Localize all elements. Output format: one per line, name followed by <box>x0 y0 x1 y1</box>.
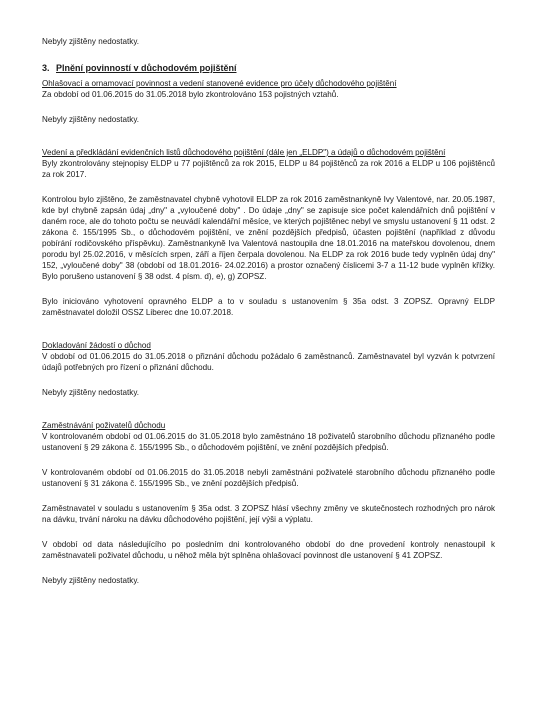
section-number: 3. <box>42 63 50 73</box>
subsection-title-eldp: Vedení a předkládání evidenčních listů důchodového pojištění (dále jen „ELDP") a údajů o důchodovém pojištění <box>42 148 446 157</box>
paragraph: Nebyly zjištěny nedostatky. <box>42 115 140 124</box>
section-heading <box>42 62 495 74</box>
subsection-title-dokladovani: Dokladování žádostí o důchod <box>42 341 151 350</box>
paragraph: Bylo iniciováno vyhotovení opravného ELDP a to v souladu s ustanovením § 35a odst. 3 ZOPSZ. Opravný ELDP zaměstnavatel doložil OSSZ Liberec dne 10.07.2018. <box>42 297 495 317</box>
subsection-title-zamestnavani: Zaměstnávání poživatelů důchodu <box>42 421 166 430</box>
top-note: Nebyly zjištěny nedostatky. <box>42 37 140 46</box>
paragraph: V období od data následujícího po posledním dni kontrolovaného období do dne provedení kontroly nenastoupil k zaměstnavateli poživatel důchodu, u něhož měla být splněna ohlašovací povinnost dle ustanovení § 41 ZOPSZ. <box>42 540 495 560</box>
paragraph: Byly zkontrolovány stejnopisy ELDP u 77 pojištěnců za rok 2015, ELDP u 84 pojištěnců za rok 2016 a ELDP u 106 pojištěnců za rok 2017. <box>42 159 495 179</box>
paragraph: V kontrolovaném období od 01.06.2015 do 31.05.2018 bylo zaměstnáno 18 poživatelů starobního důchodu přiznaného podle ustanovení § 29 zákona č. 155/1995 Sb., o důchodovém pojištění, ve znění pozdějších předpisů. <box>42 432 495 452</box>
paragraph: Nebyly zjištěny nedostatky. <box>42 388 140 397</box>
paragraph: Nebyly zjištěny nedostatky. <box>42 576 140 585</box>
section-title: Plnění povinností v důchodovém pojištění <box>56 63 237 73</box>
paragraph: Za období od 01.06.2015 do 31.05.2018 bylo zkontrolováno 153 pojistných vztahů. <box>42 90 339 99</box>
paragraph: Zaměstnavatel v souladu s ustanovením § 35a odst. 3 ZOPSZ hlásí všechny změny ve skutečnostech rozhodných pro nárok na dávku, trvání nároku na dávku důchodového pojištění, její výši a výplatu. <box>42 504 495 524</box>
paragraph: V kontrolovaném období od 01.06.2015 do 31.05.2018 nebyli zaměstnáni poživatelé starobního důchodu přiznaného podle ustanovení § 31 zákona č. 155/1995 Sb., ve znění pozdějších předpisů. <box>42 468 495 488</box>
paragraph: V období od 01.06.2015 do 31.05.2018 o přiznání důchodu požádalo 6 zaměstnanců. Zaměstnavatel byl vyzván k potvrzení údajů potřebných pro řízení o přiznání důchodu. <box>42 352 495 372</box>
paragraph: Kontrolou bylo zjištěno, že zaměstnavatel chybně vyhotovil ELDP za rok 2016 zaměstnankyně Ivy Valentové, nar. 20.05.1987, kde byl chybně zapsán údaj „dny" a „vyloučené doby" . Do údaje „dny" se zapisuje sice počet kalendářních dnů pojištění v daném roce, ale do tohoto počtu se neuvádí kalendářní měsíce, ve kterých pojištěnec nebyl ve smyslu ustanovení § 11 odst. 2 zákona č. 155/1995 Sb., o důchodovém pojištění, ve znění pozdějších předpisů, účasten pojištění (například z důvodu pobírání rodičovského příspěvku). Zaměstnankyně Iva Valentová nastoupila dne 18.01.2016 na mateřskou dovolenou, dnem porodu byl 25.02.2016, v měsících srpen, září a říjen čerpala dovolenou. Na ELDP za rok 2016 bude tedy vyplněn údaj dny" 152, „vyloučené doby" 38 (období od 18.01.2016- 24.02.2016) a prostor označený číslicemi 3-7 a 11-12 bude vyplněn křížky. Bylo porušeno ustanovení § 38 odst. 4 písm. d), e), g) ZOPSZ. <box>42 195 495 281</box>
subsection-title-ohlasovaci: Ohlašovací a ornamovací povinnost a vedení stanovené evidence pro účely důchodového pojištění <box>42 79 397 88</box>
